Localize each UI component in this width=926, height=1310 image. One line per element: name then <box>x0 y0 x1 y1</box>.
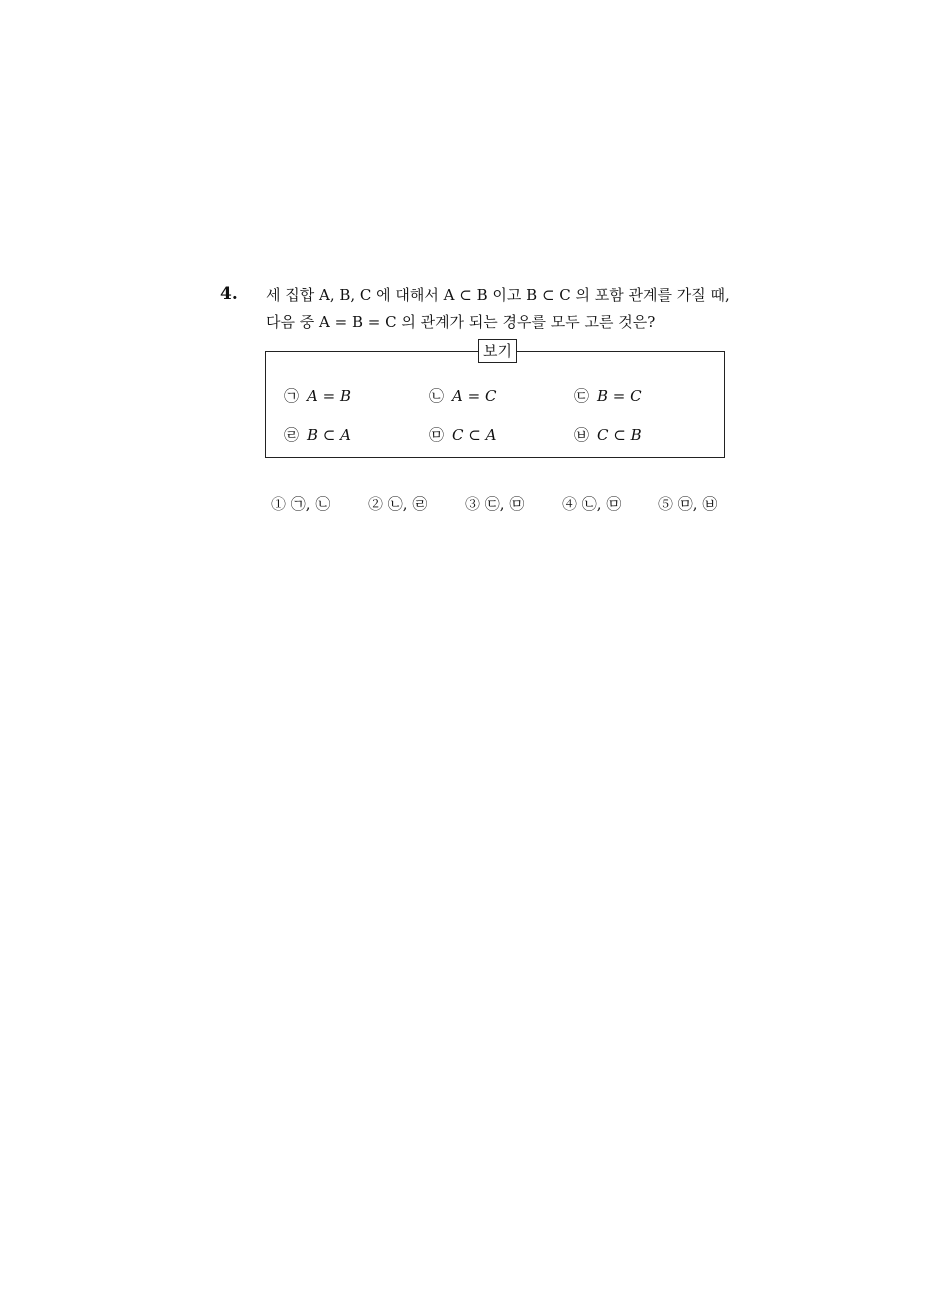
answer-choice-1[interactable] <box>271 493 330 514</box>
choice-text: ㉢, ㉤ <box>484 495 525 513</box>
bogi-item-mark: ㉥ <box>574 426 590 444</box>
choice-number: ③ <box>465 495 481 513</box>
bogi-item-expr: B = C <box>597 387 642 405</box>
answer-choice-2[interactable] <box>368 493 427 514</box>
choice-text: ㉠, ㉡ <box>290 495 331 513</box>
question-text-line-1: 세 집합 A, B, C 에 대해서 A ⊂ B 이고 B ⊂ C 의 포함 관계를 가질 때, <box>266 286 730 304</box>
bogi-item-expr: A = B <box>307 387 351 405</box>
question-number: 4. <box>220 284 238 304</box>
bogi-item-5 <box>429 424 496 445</box>
bogi-title: 보기 <box>478 339 517 363</box>
bogi-item-mark: ㉣ <box>284 426 300 444</box>
choice-text: ㉡, ㉤ <box>581 495 622 513</box>
bogi-item-4 <box>284 424 351 445</box>
bogi-item-mark: ㉢ <box>574 387 590 405</box>
choice-number: ④ <box>562 495 578 513</box>
choice-number: ⑤ <box>658 495 674 513</box>
question-text-line-2: 다음 중 A = B = C 의 관계가 되는 경우를 모두 고른 것은? <box>266 313 656 331</box>
answer-choice-3[interactable] <box>465 493 524 514</box>
bogi-item-mark: ㉠ <box>284 387 300 405</box>
choice-number: ② <box>368 495 384 513</box>
bogi-item-2 <box>429 385 496 406</box>
answer-choice-4[interactable] <box>562 493 621 514</box>
bogi-item-3 <box>574 385 642 406</box>
bogi-item-expr: A = C <box>452 387 497 405</box>
bogi-item-6 <box>574 424 642 445</box>
bogi-item-expr: B ⊂ A <box>307 426 351 444</box>
bogi-item-expr: C ⊂ A <box>452 426 497 444</box>
choice-number: ① <box>271 495 287 513</box>
choice-text: ㉡, ㉣ <box>387 495 428 513</box>
bogi-item-mark: ㉡ <box>429 387 445 405</box>
bogi-item-1 <box>284 385 351 406</box>
answer-choice-5[interactable] <box>658 493 717 514</box>
bogi-item-mark: ㉤ <box>429 426 445 444</box>
bogi-item-expr: C ⊂ B <box>597 426 642 444</box>
choice-text: ㉤, ㉥ <box>677 495 718 513</box>
